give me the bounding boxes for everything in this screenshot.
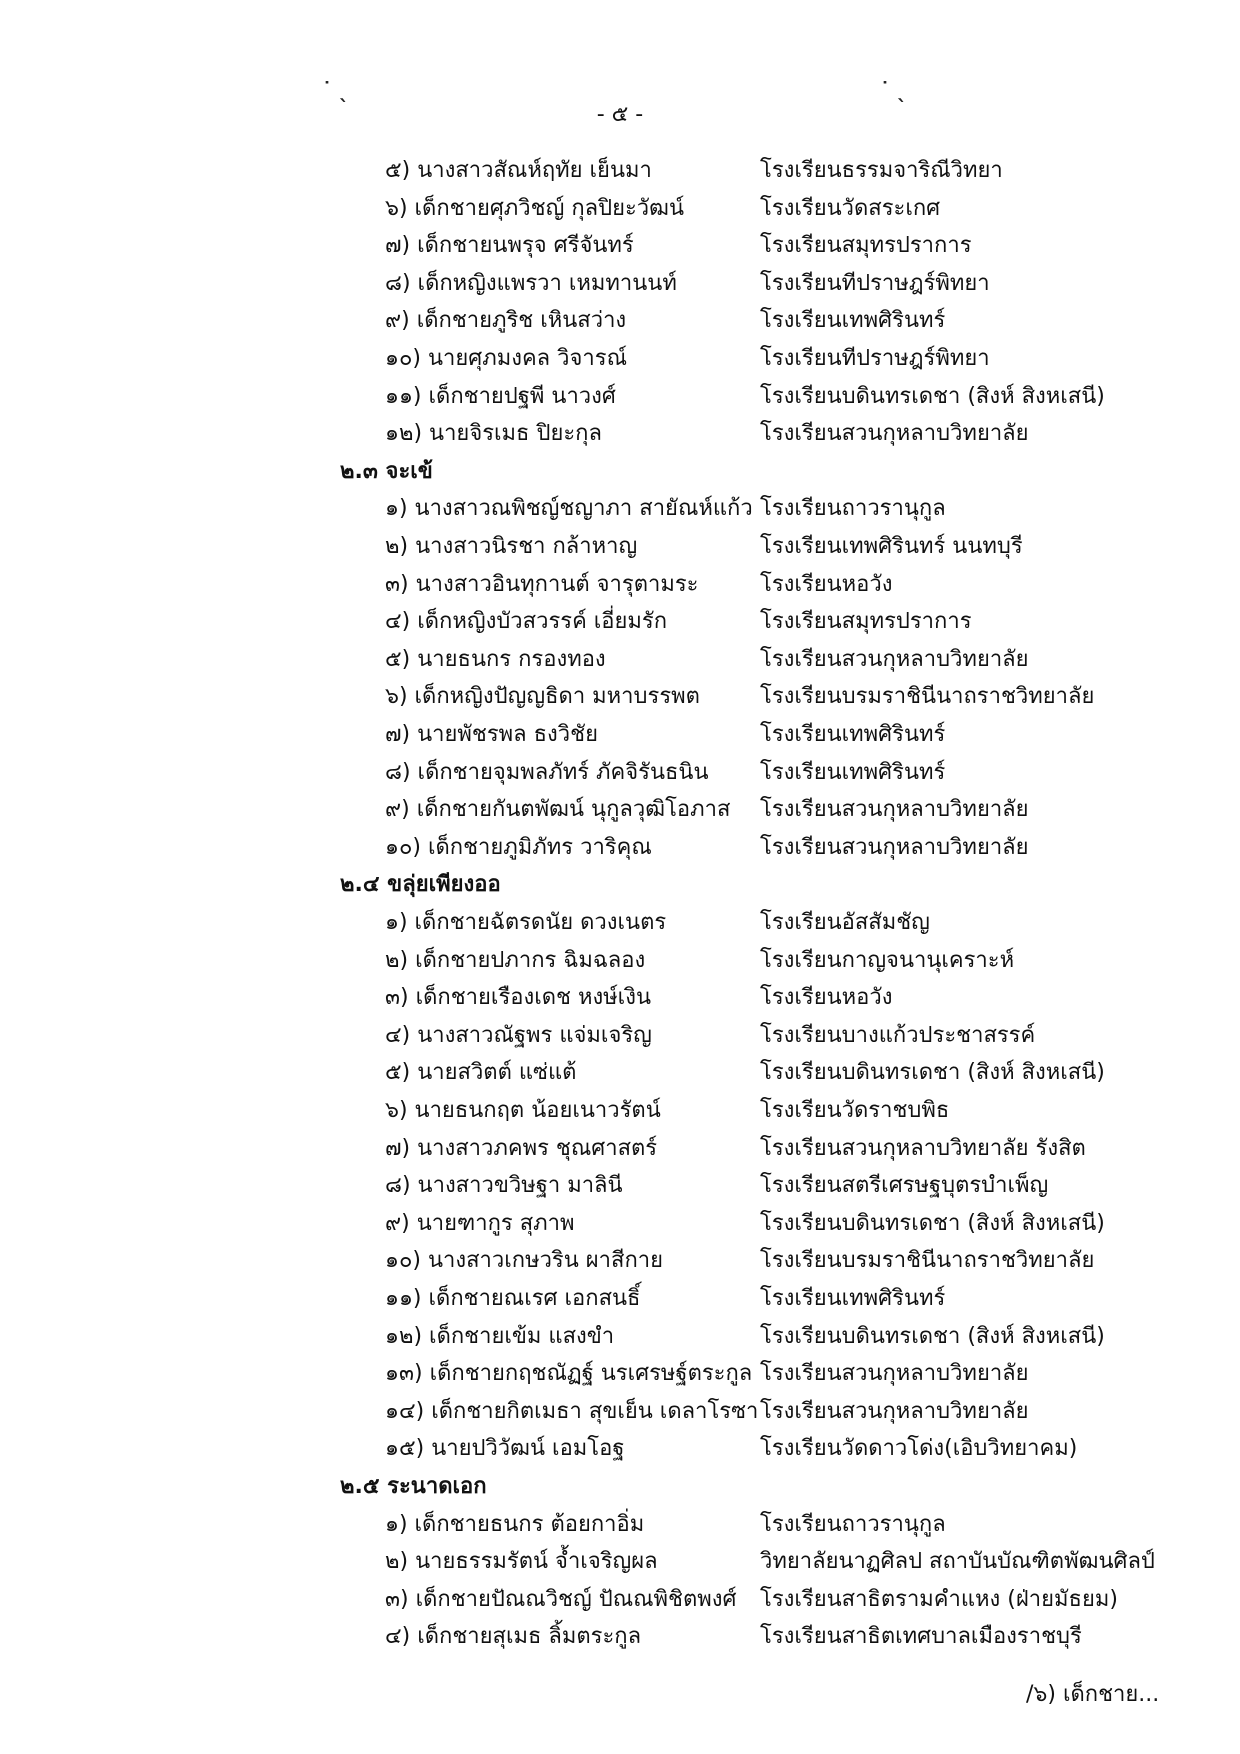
school-name: โรงเรียนหอวัง [760, 985, 893, 1011]
participant-name: ๗) เด็กชายนพรุจ ศรีจันทร์ [385, 233, 634, 259]
list-item [0, 1280, 1240, 1318]
participant-name: ๑๒) เด็กชายเข้ม แสงขำ [385, 1323, 615, 1349]
list-item [0, 227, 1240, 265]
list-item [0, 1017, 1240, 1055]
school-name: โรงเรียนบรมราชินีนาถราชวิทยาลัย [760, 684, 1095, 710]
participant-name: ๑๑) เด็กชายณเรศ เอกสนธิ์ [385, 1286, 641, 1311]
list-item [0, 942, 1240, 980]
school-name: โรงเรียนสวนกุหลาบวิทยาลัย [760, 646, 1029, 672]
participant-name: ๗) นางสาวภคพร ชุณศาสตร์ [385, 1135, 658, 1161]
continuation-note: /๖) เด็กชาย... [1026, 1682, 1160, 1707]
participant-name: ๙) เด็กชายกันตพัฒน์ นุกูลวุฒิโอภาส [385, 797, 731, 823]
page-number: - ๕ - [596, 102, 644, 127]
participant-name: ๒) นายธรรมรัตน์ จ้ำเจริญผล [385, 1549, 658, 1575]
school-name: โรงเรียนเทพศิรินทร์ [760, 308, 946, 334]
school-name: โรงเรียนบดินทรเดชา (สิงห์ สิงหเสนี) [760, 383, 1105, 409]
participant-name: ๒) เด็กชายปภากร ฉิมฉลอง [385, 947, 646, 973]
school-name: โรงเรียนบดินทรเดชา (สิงห์ สิงหเสนี) [760, 1323, 1105, 1349]
participant-name: ๙) เด็กชายภูริช เหินสว่าง [385, 308, 627, 334]
school-name: โรงเรียนกาญจนานุเคราะห์ [760, 947, 1015, 973]
school-name: โรงเรียนสวนกุหลาบวิทยาลัย รังสิต [760, 1135, 1086, 1161]
participant-name: ๑) นางสาวณพิชญ์ชญาภา สายัณห์แก้ว [385, 496, 753, 522]
school-name: โรงเรียนเทพศิรินทร์ นนทบุรี [760, 534, 1023, 559]
list-item [0, 265, 1240, 303]
participant-name: ๘) เด็กชายจุมพลภัทร์ ภัคจิรันธนิน [385, 759, 709, 785]
school-name: โรงเรียนทีปราษฎร์พิทยา [760, 346, 990, 371]
section-heading: ๒.๓ จะเข้ [340, 458, 433, 484]
school-name: โรงเรียนสมุทรปราการ [760, 609, 972, 635]
participant-name: ๖) นายธนกฤต น้อยเนาวรัตน์ [385, 1098, 661, 1123]
participant-name: ๔) เด็กชายสุเมธ ลิ้มตระกูล [385, 1624, 642, 1650]
school-name: โรงเรียนสวนกุหลาบวิทยาลัย [760, 834, 1029, 860]
list-item [0, 340, 1240, 378]
school-name: โรงเรียนถาวรานุกูล [760, 1511, 946, 1537]
participant-name: ๘) เด็กหญิงแพรวา เหมทานนท์ [385, 270, 677, 296]
school-name: โรงเรียนบดินทรเดชา (สิงห์ สิงหเสนี) [760, 1060, 1105, 1086]
list-item [0, 754, 1240, 792]
list-item [0, 979, 1240, 1017]
list-item [0, 791, 1240, 829]
participant-name: ๑๓) เด็กชายกฤชณัฏฐ์ นรเศรษฐ์ตระกูล [385, 1361, 753, 1387]
list-item [0, 603, 1240, 641]
participant-name: ๒) นางสาวนิรชา กล้าหาญ [385, 534, 638, 559]
list-item [0, 490, 1240, 528]
school-name: โรงเรียนถาวรานุกูล [760, 496, 946, 522]
participant-name: ๖) เด็กชายศุภวิชญ์ กุลปิยะวัฒน์ [385, 195, 685, 221]
list-item [0, 1506, 1240, 1544]
list-item [0, 1205, 1240, 1243]
participant-name: ๑๐) นายศุภมงคล วิจารณ์ [385, 346, 627, 371]
participant-name: ๔) เด็กหญิงบัวสวรรค์ เอี่ยมรัก [385, 609, 668, 635]
scan-mark: ˙ ˎ [880, 78, 907, 102]
school-name: โรงเรียนอัสสัมชัญ [760, 910, 930, 935]
list-item [0, 829, 1240, 867]
list-item [0, 415, 1240, 453]
school-name: โรงเรียนสวนกุหลาบวิทยาลัย [760, 1361, 1029, 1387]
school-name: โรงเรียนบดินทรเดชา (สิงห์ สิงหเสนี) [760, 1210, 1105, 1236]
list-item [0, 716, 1240, 754]
participant-name: ๑๔) เด็กชายกิตเมธา สุขเย็น เดลาโรซา [385, 1398, 759, 1424]
school-name: โรงเรียนวัดราชบพิธ [760, 1098, 950, 1123]
participant-name: ๓) นางสาวอินทุกานต์ จารุตามระ [385, 571, 699, 597]
list-item [0, 1318, 1240, 1356]
participant-name: ๑๒) นายจิรเมธ ปิยะกุล [385, 421, 602, 447]
participant-name: ๓) เด็กชายเรืองเดช หงษ์เงิน [385, 985, 651, 1011]
list-item [0, 302, 1240, 340]
list-item [0, 1543, 1240, 1581]
participant-name: ๑) เด็กชายธนกร ต้อยกาอิ่ม [385, 1511, 645, 1537]
participant-name: ๕) นายสวิตต์ แซ่แต้ [385, 1060, 577, 1086]
school-name: โรงเรียนเทพศิรินทร์ [760, 1286, 946, 1311]
participant-name: ๘) นางสาวขวิษฐา มาลินี [385, 1173, 623, 1199]
participant-name: ๑๕) นายปวิวัฒน์ เอมโอฐ [385, 1436, 625, 1462]
school-name: วิทยาลัยนาฏศิลป สถาบันบัณฑิตพัฒนศิลป์ [760, 1549, 1155, 1575]
list-item [0, 1092, 1240, 1130]
school-name: โรงเรียนวัดดาวโด่ง(เอิบวิทยาคม) [760, 1436, 1078, 1462]
school-name: โรงเรียนบรมราชินีนาถราชวิทยาลัย [760, 1248, 1095, 1274]
school-name: โรงเรียนทีปราษฎร์พิทยา [760, 270, 990, 296]
list-item [0, 378, 1240, 416]
school-name: โรงเรียนสาธิตรามคำแหง (ฝ่ายมัธยม) [760, 1586, 1118, 1612]
school-name: โรงเรียนสาธิตเทศบาลเมืองราชบุรี [760, 1624, 1082, 1650]
list-item [0, 1581, 1240, 1619]
participant-name: ๕) นายธนกร กรองทอง [385, 646, 606, 672]
list-item [0, 1242, 1240, 1280]
list-item [0, 566, 1240, 604]
list-item [0, 904, 1240, 942]
list-item [0, 1430, 1240, 1468]
list-item [0, 1618, 1240, 1656]
school-name: โรงเรียนสวนกุหลาบวิทยาลัย [760, 797, 1029, 823]
participant-name: ๓) เด็กชายปัณณวิชญ์ ปัณณพิชิตพงศ์ [385, 1586, 737, 1612]
school-name: โรงเรียนธรรมจาริณีวิทยา [760, 158, 1003, 183]
school-name: โรงเรียนสวนกุหลาบวิทยาลัย [760, 421, 1029, 447]
list-item [0, 1054, 1240, 1092]
list-item [0, 1130, 1240, 1168]
school-name: โรงเรียนสตรีเศรษฐบุตรบำเพ็ญ [760, 1173, 1049, 1199]
section-heading: ๒.๔ ขลุ่ยเพียงออ [340, 872, 501, 898]
school-name: โรงเรียนสวนกุหลาบวิทยาลัย [760, 1398, 1029, 1424]
participant-name: ๑) เด็กชายฉัตรดนัย ดวงเนตร [385, 910, 667, 935]
scan-mark: ˙ ˎ [322, 78, 349, 102]
list-item [0, 190, 1240, 228]
school-name: โรงเรียนวัดสระเกศ [760, 195, 941, 221]
participant-name: ๔) นางสาวณัฐพร แจ่มเจริญ [385, 1022, 652, 1048]
list-item [0, 678, 1240, 716]
school-name: โรงเรียนบางแก้วประชาสรรค์ [760, 1022, 1036, 1048]
participant-name: ๑๐) นางสาวเกษวริน ผาสีกาย [385, 1248, 664, 1274]
school-name: โรงเรียนเทพศิรินทร์ [760, 759, 946, 785]
school-name: โรงเรียนหอวัง [760, 571, 893, 597]
participant-name: ๑๑) เด็กชายปฐพี นาวงศ์ [385, 383, 616, 409]
list-item [0, 641, 1240, 679]
participant-name: ๕) นางสาวสัณห์ฤทัย เย็นมา [385, 158, 652, 183]
school-name: โรงเรียนสมุทรปราการ [760, 233, 972, 259]
participant-name: ๗) นายพัชรพล ธงวิชัย [385, 722, 598, 747]
list-item [0, 1167, 1240, 1205]
school-name: โรงเรียนเทพศิรินทร์ [760, 722, 946, 747]
participant-name: ๙) นายฑากูร สุภาพ [385, 1210, 575, 1236]
participant-name: ๑๐) เด็กชายภูมิภัทร วาริคุณ [385, 834, 652, 860]
participant-name: ๖) เด็กหญิงปัญญธิดา มหาบรรพต [385, 684, 700, 710]
section-heading: ๒.๕ ระนาดเอก [340, 1474, 487, 1499]
list-item [0, 1355, 1240, 1393]
list-item [0, 1393, 1240, 1431]
list-item [0, 152, 1240, 190]
list-item [0, 528, 1240, 566]
